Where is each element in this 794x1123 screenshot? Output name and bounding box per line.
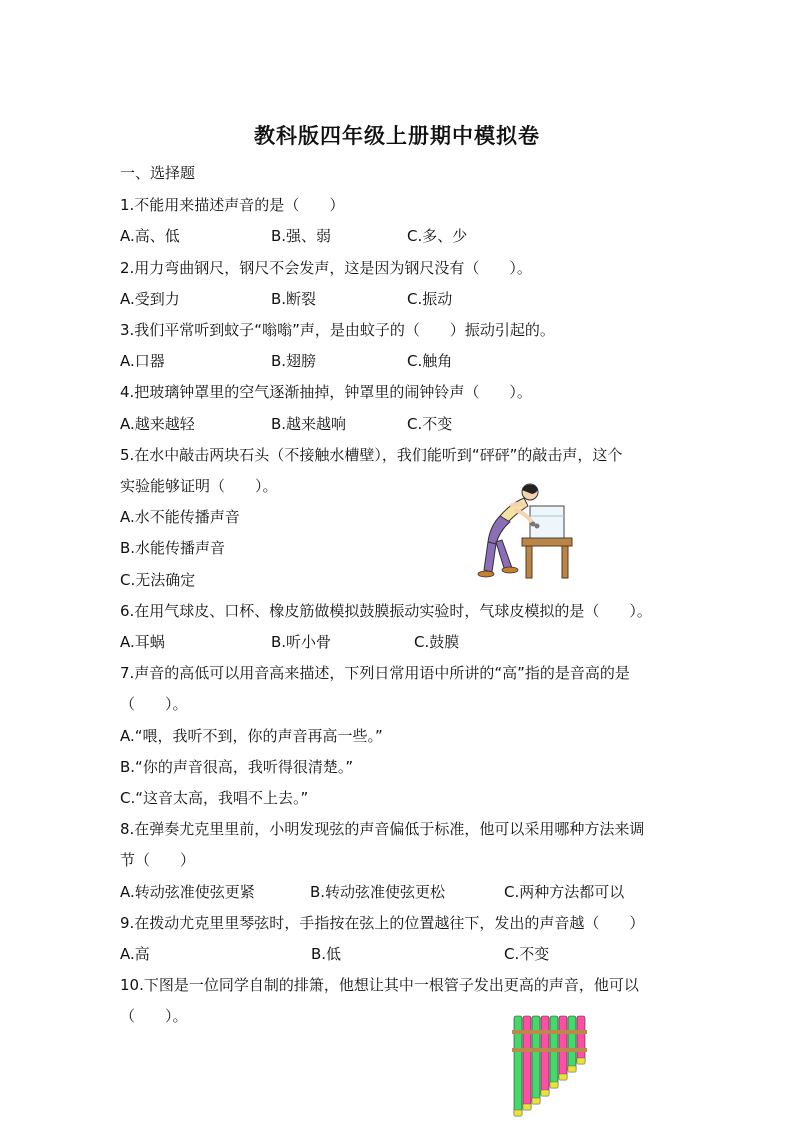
- option-c: C.两种方法都可以: [504, 883, 625, 901]
- option-a: A.高: [120, 945, 150, 963]
- option-b: B.低: [311, 945, 342, 963]
- section-heading: 一、选择题: [120, 164, 196, 182]
- question-8-stem-line1: 8.在弹奏尤克里里前，小明发现弦的声音偏低于标准，他可以采用哪种方法来调: [120, 820, 645, 838]
- option-c: C.不变: [407, 415, 453, 433]
- option-c: C.触角: [407, 352, 453, 370]
- question-7-option-b: B.“你的声音很高，我听得很清楚。”: [120, 758, 354, 776]
- question-3-stem: 3.我们平常听到蚊子“嗡嗡”声，是由蚊子的（ ）振动引起的。: [120, 321, 555, 339]
- question-5-option-b: B.水能传播声音: [120, 539, 226, 557]
- option-c: C.鼓膜: [414, 633, 460, 651]
- option-b: B.强、弱: [271, 227, 332, 245]
- question-6-stem: 6.在用气球皮、口杯、橡皮筋做模拟鼓膜振动实验时，气球皮模拟的是（ ）。: [120, 602, 652, 620]
- question-9-stem: 9.在拨动尤克里里琴弦时，手指按在弦上的位置越往下，发出的声音越（ ）: [120, 914, 645, 932]
- option-c: C.多、少: [407, 227, 468, 245]
- question-10-stem-line2: （ ）。: [120, 1007, 188, 1025]
- question-5-option-c: C.无法确定: [120, 571, 196, 589]
- question-8-stem-line2: 节（ ）: [120, 851, 196, 869]
- option-b: B.转动弦准使弦更松: [310, 883, 446, 901]
- girl-water-tank-illustration: [470, 482, 576, 580]
- question-7-option-a: A.“喂，我听不到，你的声音再高一些。”: [120, 727, 383, 745]
- option-a: A.转动弦准使弦更紧: [120, 883, 255, 901]
- option-c: C.振动: [407, 290, 453, 308]
- option-b: B.翅膀: [271, 352, 317, 370]
- pan-flute-illustration: [508, 1012, 588, 1120]
- question-1-stem: 1.不能用来描述声音的是（ ）: [120, 196, 345, 214]
- question-5-option-a: A.水不能传播声音: [120, 508, 240, 526]
- doc-title: 教科版四年级上册期中模拟卷: [254, 123, 540, 148]
- option-a: A.受到力: [120, 290, 180, 308]
- option-a: A.高、低: [120, 227, 180, 245]
- question-10-stem-line1: 10.下图是一位同学自制的排箫，他想让其中一根管子发出更高的声音，他可以: [120, 976, 639, 994]
- question-4-stem: 4.把玻璃钟罩里的空气逐渐抽掉，钟罩里的闹钟铃声（ ）。: [120, 383, 532, 401]
- option-b: B.听小骨: [271, 633, 332, 651]
- question-7-stem-line1: 7.声音的高低可以用音高来描述，下列日常用语中所讲的“高”指的是音高的是: [120, 664, 630, 682]
- question-2-stem: 2.用力弯曲钢尺，钢尺不会发声，这是因为钢尺没有（ ）。: [120, 259, 532, 277]
- option-b: B.断裂: [271, 290, 317, 308]
- option-a: A.口器: [120, 352, 165, 370]
- question-7-option-c: C.“这音太高，我唱不上去。”: [120, 789, 309, 807]
- question-5-stem-line2: 实验能够证明（ ）。: [120, 477, 278, 495]
- question-7-stem-line2: （ ）。: [120, 695, 188, 713]
- question-5-stem-line1: 5.在水中敲击两块石头（不接触水槽壁），我们能听到“砰砰”的敲击声，这个: [120, 446, 623, 464]
- option-c: C.不变: [504, 945, 550, 963]
- option-b: B.越来越响: [271, 415, 347, 433]
- option-a: A.越来越轻: [120, 415, 195, 433]
- option-a: A.耳蜗: [120, 633, 165, 651]
